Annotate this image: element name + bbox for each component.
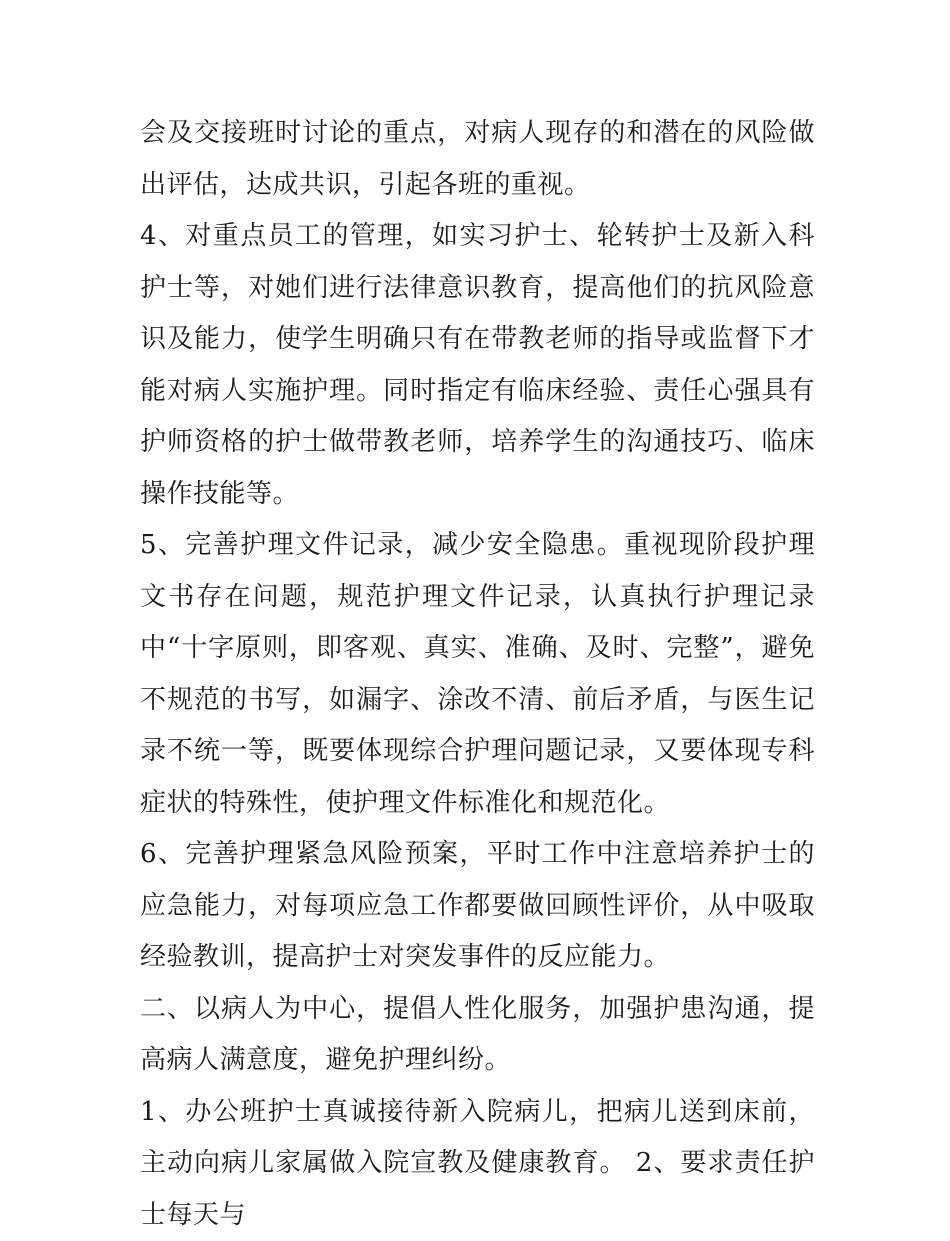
paragraph-section-two-heading: 二、以病人为中心，提倡人性化服务，加强护患沟通，提高病人满意度，避免护理纠纷。 [140, 984, 815, 1087]
paragraph-risk-assessment: 会及交接班时讨论的重点，对病人现存的和潜在的风险做出评估，达成共识，引起各班的重视。 [140, 108, 815, 211]
paragraph-nursing-records: 5、完善护理文件记录，减少安全隐患。重视现阶段护理文书存在问题，规范护理文件记录，认真执行护理记录中“十字原则，即客观、真实、准确、及时、完整”，避免不规范的书写，如漏字、涂改不清、前后矛盾，与医生记录不统一等，既要体现综合护理问题记录，又要体现专科症状的特殊性，使护理文件标准化和规范化。 [140, 520, 815, 829]
paragraph-patient-reception: 1、办公班护士真诚接待新入院病儿，把病儿送到床前，主动向病儿家属做入院宣教及健康教育。 2、要求责任护士每天与 [140, 1087, 815, 1241]
paragraph-emergency-plan: 6、完善护理紧急风险预案，平时工作中注意培养护士的应急能力，对每项应急工作都要做回顾性评价，从中吸取经验教训，提高护士对突发事件的反应能力。 [140, 829, 815, 984]
paragraph-key-staff-management: 4、对重点员工的管理，如实习护士、轮转护士及新入科护士等，对她们进行法律意识教育，提高他们的抗风险意识及能力，使学生明确只有在带教老师的指导或监督下才能对病人实施护理。同时指定有临床经验、责任心强具有护师资格的护士做带教老师，培养学生的沟通技巧、临床操作技能等。 [140, 211, 815, 520]
document-body [140, 108, 815, 1241]
